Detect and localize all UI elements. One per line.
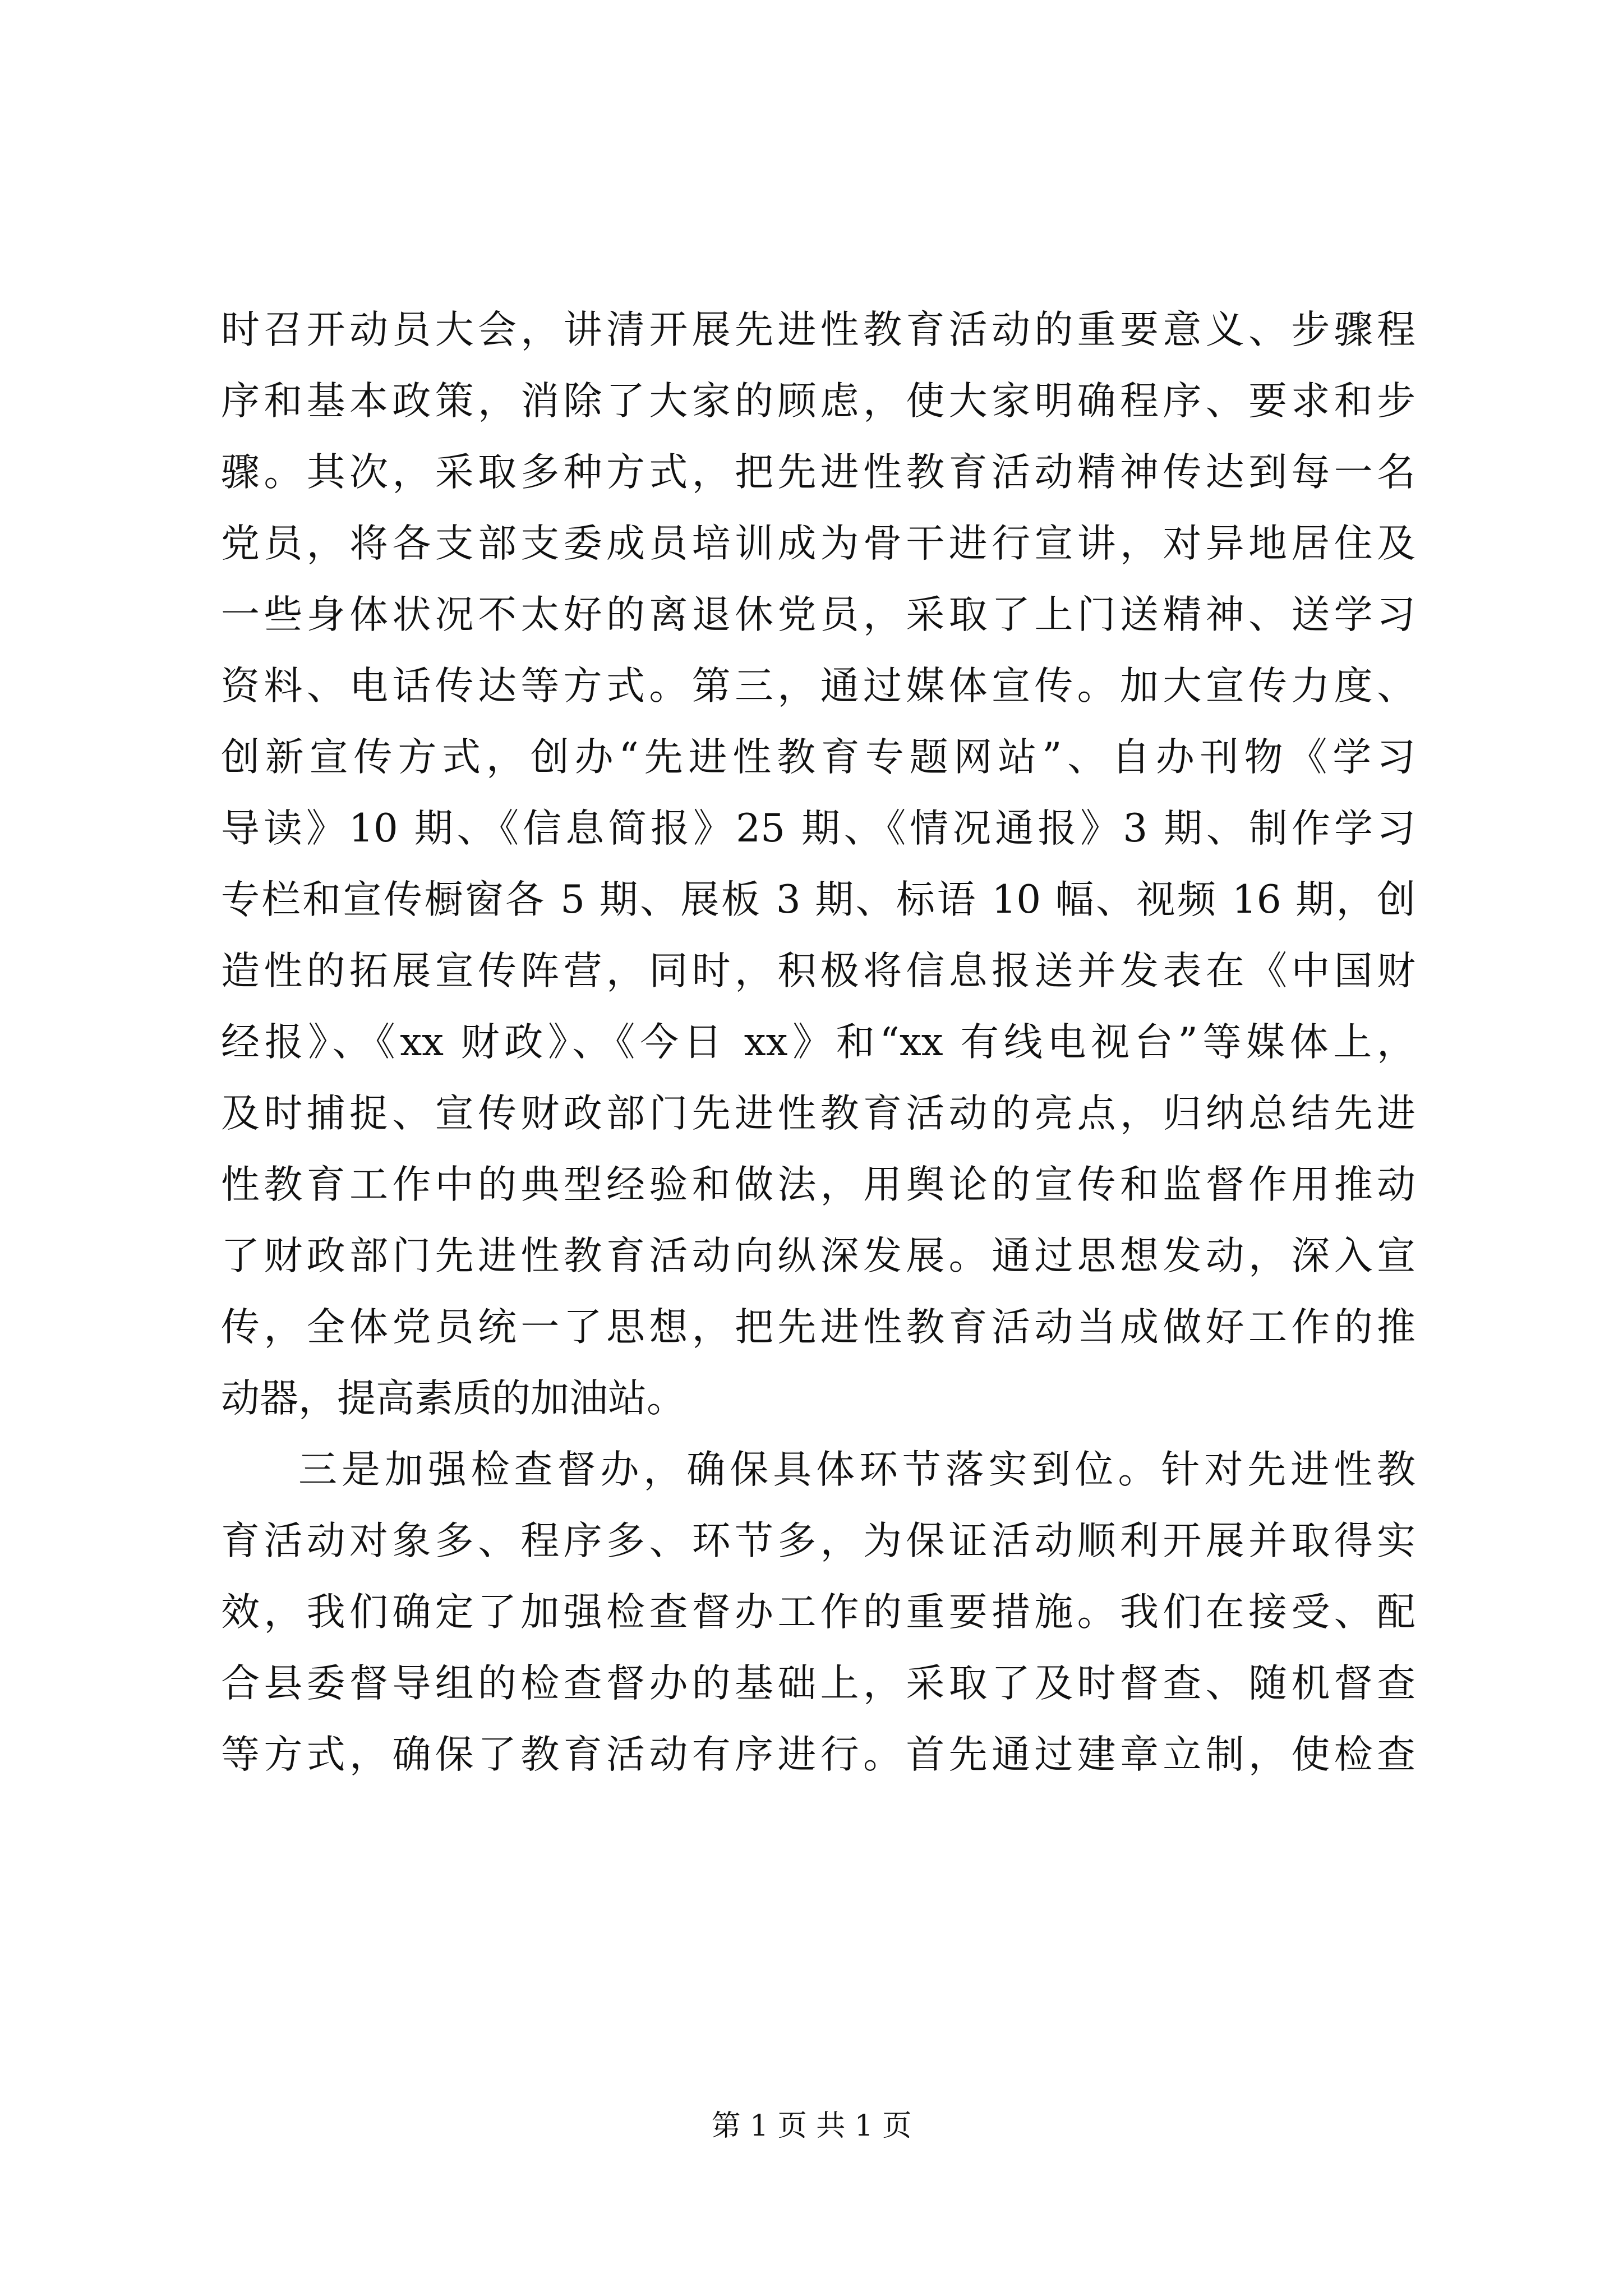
text-line: 合县委督导组的检查督办的基础上，采取了及时督查、随机督查 [221, 1661, 1415, 1706]
text-line: 性教育工作中的典型经验和做法，用舆论的宣传和监督作用推动 [221, 1162, 1415, 1207]
text-line: 效，我们确定了加强检查督办工作的重要措施。我们在接受、配 [221, 1590, 1415, 1635]
text-line: 导读》10 期、《信息简报》25 期、《情况通报》3 期、制作学习 [221, 806, 1415, 851]
text-line: 时召开动员大会，讲清开展先进性教育活动的重要意义、步骤程 [221, 307, 1415, 352]
text-line: 等方式，确保了教育活动有序进行。首先通过建章立制，使检查 [221, 1732, 1415, 1777]
text-line: 一些身体状况不太好的离退休党员，采取了上门送精神、送学习 [221, 592, 1415, 637]
text-line: 动器，提高素质的加油站。 [221, 1376, 685, 1421]
text-line: 党员，将各支部支委成员培训成为骨干进行宣讲，对异地居住及 [221, 521, 1415, 566]
text-line: 资料、电话传达等方式。第三，通过媒体宣传。加大宣传力度、 [221, 664, 1415, 708]
text-line: 创新宣传方式，创办“先进性教育专题网站”、自办刊物《学习 [221, 735, 1415, 780]
text-line: 骤。其次，采取多种方式，把先进性教育活动精神传达到每一名 [221, 450, 1415, 495]
text-line: 育活动对象多、程序多、环节多，为保证活动顺利开展并取得实 [221, 1519, 1415, 1563]
text-line: 了财政部门先进性教育活动向纵深发展。通过思想发动，深入宣 [221, 1234, 1415, 1278]
text-line: 及时捕捉、宣传财政部门先进性教育活动的亮点，归纳总结先进 [221, 1091, 1415, 1136]
text-line: 传，全体党员统一了思想，把先进性教育活动当成做好工作的推 [221, 1305, 1415, 1350]
text-line: 造性的拓展宣传阵营，同时，积极将信息报送并发表在《中国财 [221, 949, 1415, 993]
page-footer: 第 1 页 共 1 页 [711, 2109, 912, 2143]
document-body [221, 295, 1415, 1791]
text-line: 序和基本政策，消除了大家的顾虑，使大家明确程序、要求和步 [221, 379, 1415, 424]
text-line: 专栏和宣传橱窗各 5 期、展板 3 期、标语 10 幅、视频 16 期，创 [221, 877, 1415, 922]
text-line: 三是加强检查督办，确保具体环节落实到位。针对先进性教 [298, 1447, 1415, 1492]
text-line: 经报》、《xx 财政》、《今日 xx》和“xx 有线电视台”等媒体上， [221, 1020, 1415, 1065]
paragraph-1 [221, 295, 1415, 1434]
paragraph-2 [221, 1434, 1415, 1791]
